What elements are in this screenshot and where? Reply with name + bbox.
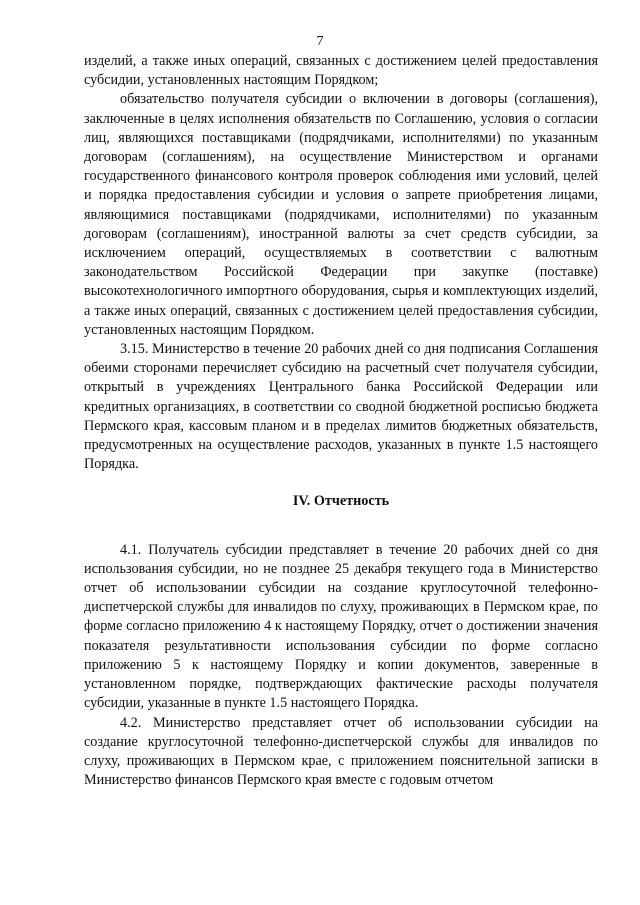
paragraph-4-1: 4.1. Получатель субсидии представляет в течение 20 рабочих дней со дня использования субсидии, но не позднее 25 декабря текущего года в Министерство отчет об использовании субсидии на создание круглосуточной телефонно-диспетчерской службы для инвалидов по слуху, проживающих в Пермском крае, по форме согласно приложению 4 к настоящему Порядку, отчет о достижении значения показателя результативности использования субсидии по форме согласно приложению 5 к настоящему Порядку и копии документов, заверенные в установленном порядке, подтверждающих фактические расходы получателя субсидии, указанные в пункте 1.5 настоящего Порядка.	[84, 541, 598, 712]
paragraph-4-2: 4.2. Министерство представляет отчет об использовании субсидии на создание круглосуточной телефонно-диспетчерской службы для инвалидов по слуху, проживающих в Пермском крае, с приложением пояснительной записки в Министерство финансов Пермского края вместе с годовым отчетом	[84, 714, 598, 789]
paragraph-continuation: изделий, а также иных операций, связанных с достижением целей предоставления субсидии, установленных настоящим Порядком;	[84, 53, 598, 89]
section-heading: IV. Отчетность	[292, 493, 390, 510]
document-body	[84, 52, 598, 790]
paragraph-3-15: 3.15. Министерство в течение 20 рабочих дней со дня подписания Соглашения обеими сторонами перечисляет субсидию на расчетный счет получателя субсидии, открытый в учреждениях Центрального банка Российской Федерации или кредитных организациях, в соответствии со сводной бюджетной росписью бюджета Пермского края, кассовым планом и в пределах лимитов бюджетных обязательств, предусмотренных на осуществление расходов, указанных в пункте 1.5 настоящего Порядка.	[84, 341, 598, 473]
paragraph-obligation: обязательство получателя субсидии о включении в договоры (соглашения), заключенные в целях исполнения обязательств по Соглашению, условия о согласии лиц, являющихся поставщиками (подрядчиками, исполнителями) по указанным договорам (соглашениям), на осуществление Министерством и органами государственного финансового контроля проверок соблюдения ими условий, целей и порядка предоставления субсидии и условия о запрете приобретения лицами, являющимися поставщиками (подрядчиками, исполнителями) по указанным договорам (соглашениям), иностранной валюты за счет средств субсидии, за исключением операций, осуществляемых в соответствии с валютным законодательством Российской Федерации при закупке (поставке) высокотехнологичного импортного оборудования, сырья и комплектующих изделий, а также иных операций, связанных с достижением целей предоставления субсидии, установленных настоящим Порядком.	[84, 91, 598, 338]
page-number: 7	[316, 34, 324, 49]
